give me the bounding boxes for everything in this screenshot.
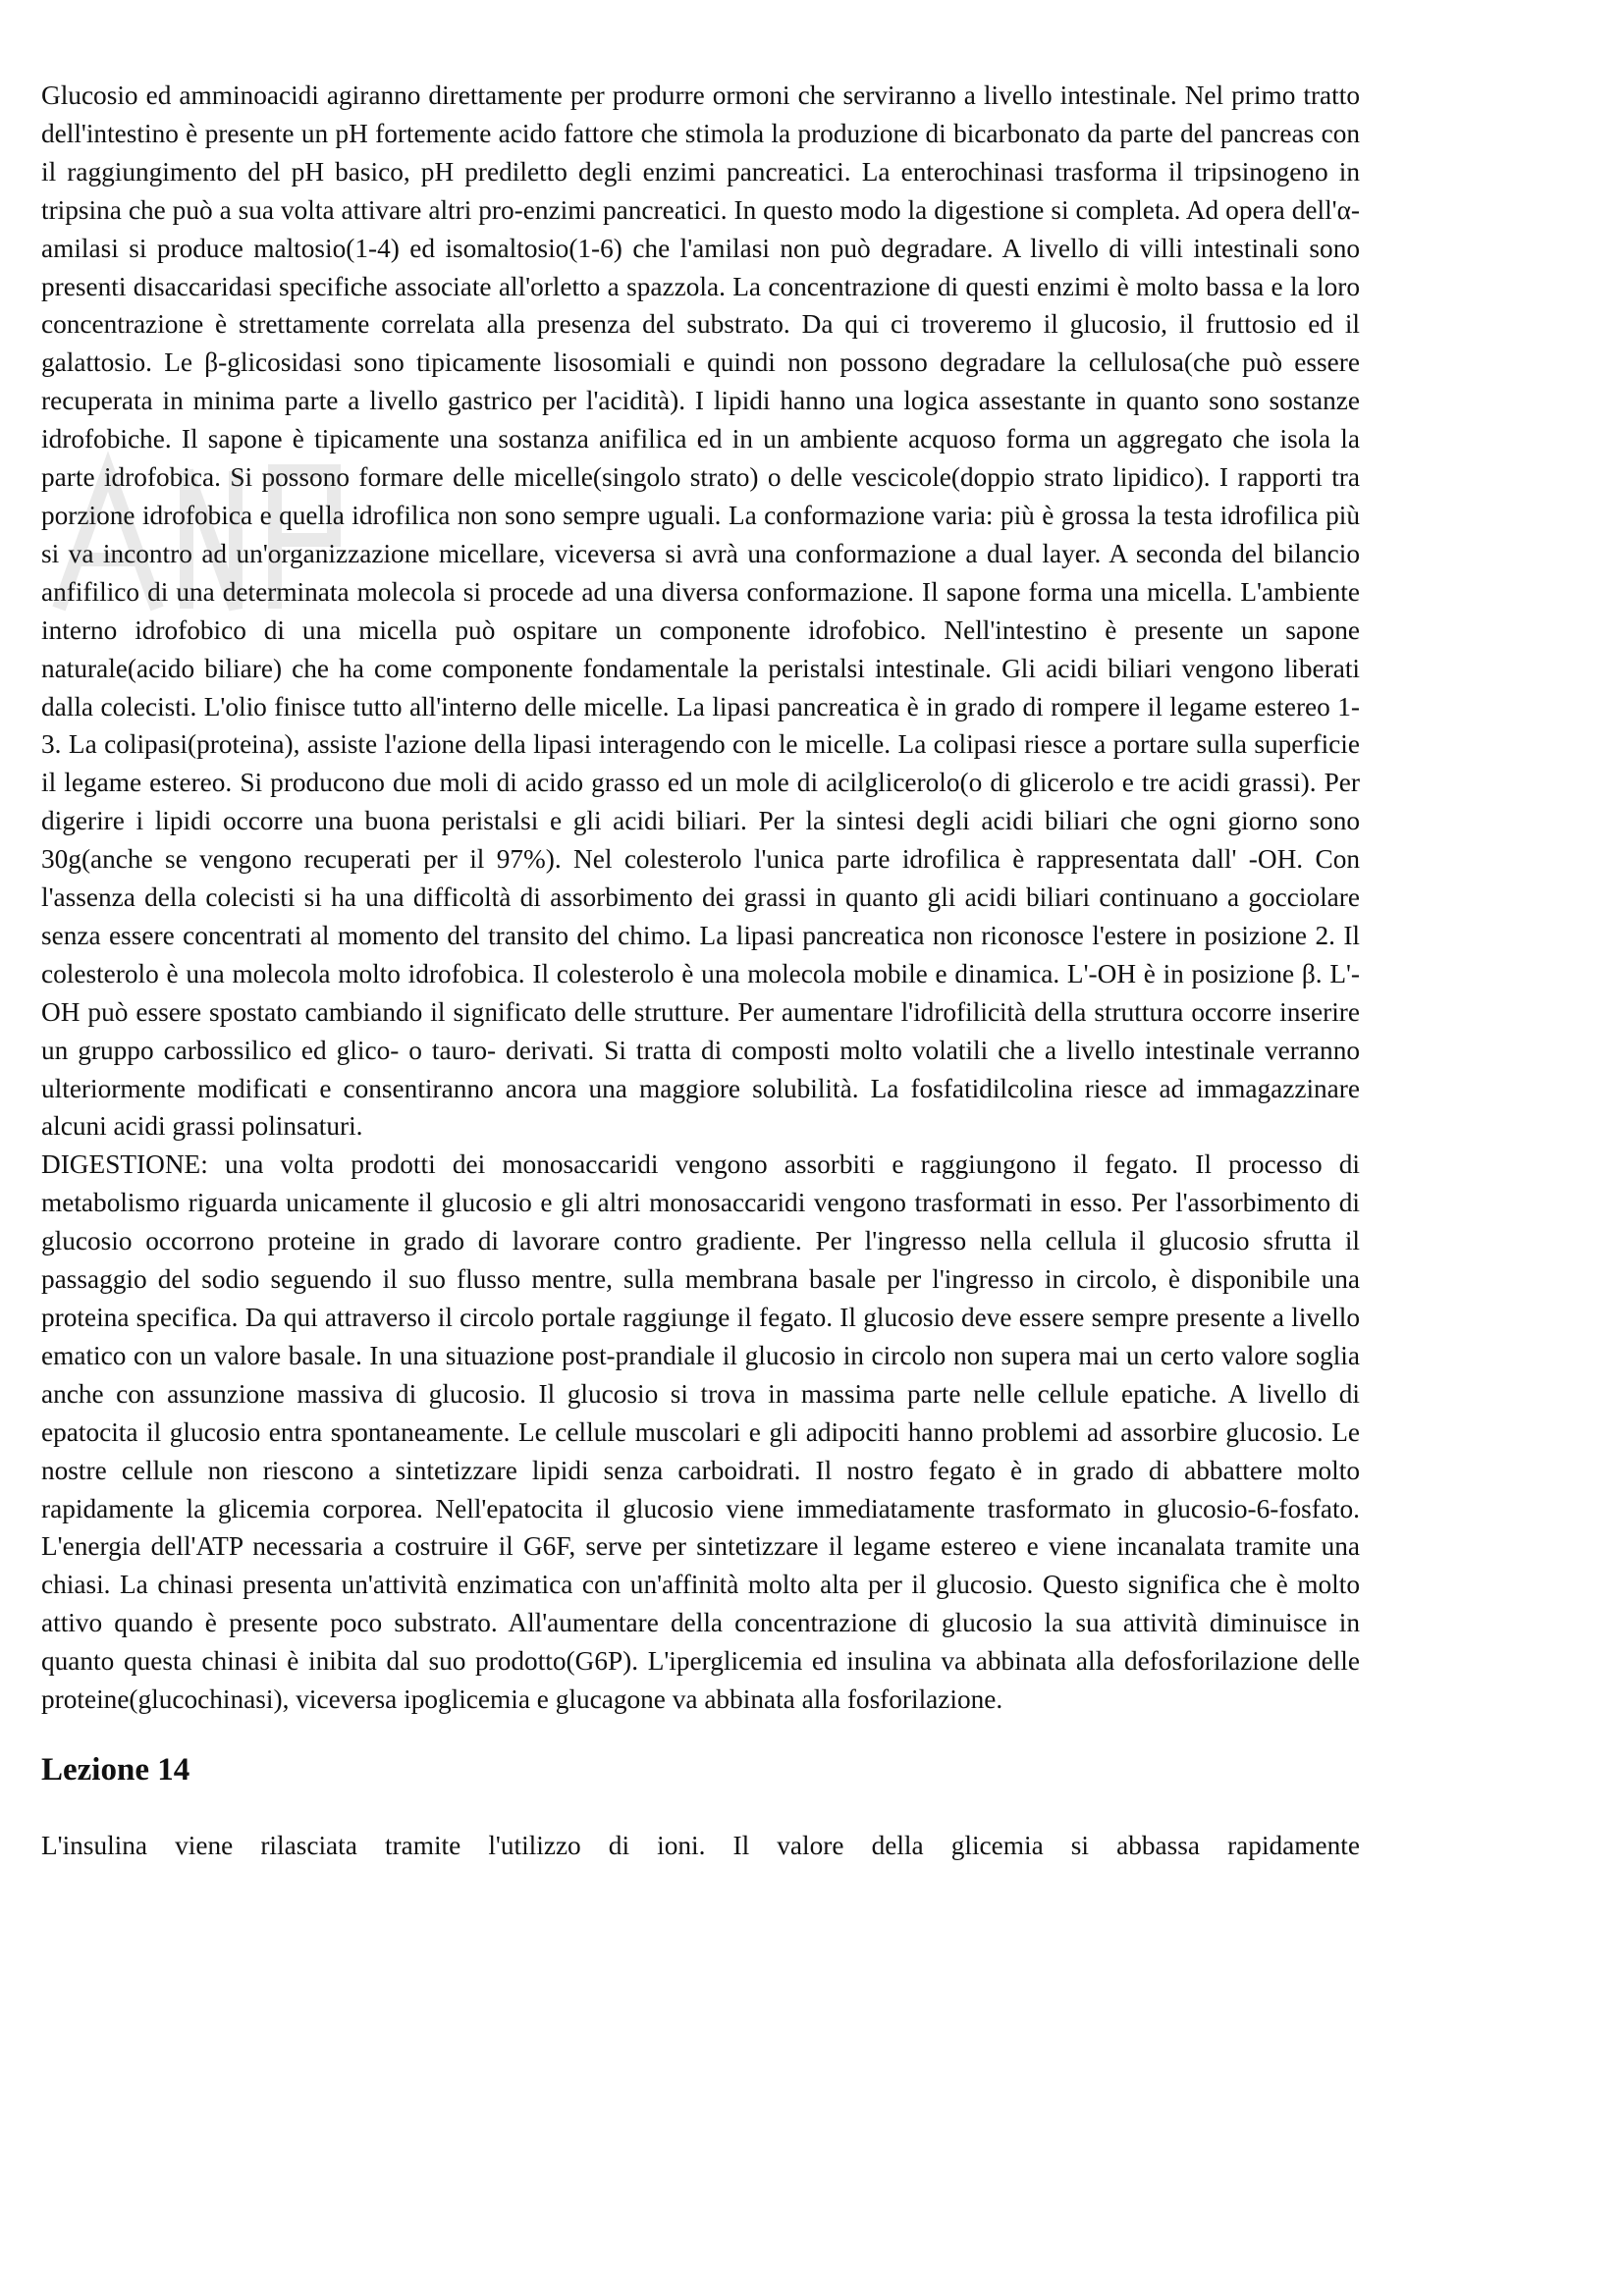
- document-page: [41, 77, 1360, 1865]
- paragraph-insulina: L'insulina viene rilasciata tramite l'utilizzo di ioni. Il valore della glicemia si abbassa rapidamente: [41, 1830, 1360, 1860]
- paragraph-digestione: DIGESTIONE: una volta prodotti dei monosaccaridi vengono assorbiti e raggiungono il fegato. Il processo di metabolismo riguarda unicamente il glucosio e gli altri monosaccaridi vengono trasformati in esso. Per l'assorbimento di glucosio occorrono proteine in grado di lavorare contro gradiente. Per l'ingresso nella cellula il glucosio sfrutta il passaggio del sodio seguendo il suo flusso mentre, sulla membrana basale per l'ingresso in circolo, è disponibile una proteina specifica. Da qui attraverso il circolo portale raggiunge il fegato. Il glucosio deve essere sempre presente a livello ematico con un valore basale. In una situazione post-prandiale il glucosio in circolo non supera mai un certo valore soglia anche con assunzione massiva di glucosio. Il glucosio si trova in massima parte nelle cellule epatiche. A livello di epatocita il glucosio entra spontaneamente. Le cellule muscolari e gli adipociti hanno problemi ad assorbire glucosio. Le nostre cellule non riescono a sintetizzare lipidi senza carboidrati. Il nostro fegato è in grado di abbattere molto rapidamente la glicemia corporea. Nell'epatocita il glucosio viene immediatamente trasformato in glucosio-6-fosfato. L'energia dell'ATP necessaria a costruire il G6F, serve per sintetizzare il legame estereo e viene incanalata tramite una chiasi. La chinasi presenta un'attività enzimatica con un'affinità molto alta per il glucosio. Questo significa che è molto attivo quando è presente poco substrato. All'aumentare della concentrazione di glucosio la sua attività diminuisce in quanto questa chinasi è inibita dal suo prodotto(G6P). L'iperglicemia ed insulina va abbinata alla defosforilazione delle proteine(glucochinasi), viceversa ipoglicemia e glucagone va abbinata alla fosforilazione.: [41, 1149, 1360, 1715]
- paragraph-digestion-lipids: Glucosio ed amminoacidi agiranno direttamente per produrre ormoni che serviranno a livello intestinale. Nel primo tratto dell'intestino è presente un pH fortemente acido fattore che stimola la produzione di bicarbonato da parte del pancreas con il raggiungimento del pH basico, pH prediletto degli enzimi pancreatici. La enterochinasi trasforma il tripsinogeno in tripsina che può a sua volta attivare altri pro-enzimi pancreatici. In questo modo la digestione si completa. Ad opera dell'α-amilasi si produce maltosio(1-4) ed isomaltosio(1-6) che l'amilasi non può degradare. A livello di villi intestinali sono presenti disaccaridasi specifiche associate all'orletto a spazzola. La concentrazione di questi enzimi è molto bassa e la loro concentrazione è strettamente correlata alla presenza del substrato. Da qui ci troveremo il glucosio, il fruttosio ed il galattosio. Le β-glicosidasi sono tipicamente lisosomiali e quindi non possono degradare la cellulosa(che può essere recuperata in minima parte a livello gastrico per l'acidità). I lipidi hanno una logica assestante in quanto sono sostanze idrofobiche. Il sapone è tipicamente una sostanza anifilica ed in un ambiente acquoso forma un aggregato che isola la parte idrofobica. Si possono formare delle micelle(singolo strato) o delle vescicole(doppio strato lipidico). I rapporti tra porzione idrofobica e quella idrofilica non sono sempre uguali. La conformazione varia: più è grossa la testa idrofilica più si va incontro ad un'organizzazione micellare, viceversa si avrà una conformazione a dual layer. A seconda del bilancio anfifilico di una determinata molecola si procede ad una diversa conformazione. Il sapone forma una micella. L'ambiente interno idrofobico di una micella può ospitare un componente idrofobico. Nell'intestino è presente un sapone naturale(acido biliare) che ha come componente fondamentale la peristalsi intestinale. Gli acidi biliari vengono liberati dalla colecisti. L'olio finisce tutto all'interno delle micelle. La lipasi pancreatica è in grado di rompere il legame estereo 1-3. La colipasi(proteina), assiste l'azione della lipasi interagendo con le micelle. La colipasi riesce a portare sulla superficie il legame estereo. Si producono due moli di acido grasso ed un mole di acilglicerolo(o di glicerolo e tre acidi grassi). Per digerire i lipidi occorre una buona peristalsi e gli acidi biliari. Per la sintesi degli acidi biliari che ogni giorno sono 30g(anche se vengono recuperati per il 97%). Nel colesterolo l'unica parte idrofilica è rappresentata dall' -OH. Con l'assenza della colecisti si ha una difficoltà di assorbimento dei grassi in quanto gli acidi biliari continuano a gocciolare senza essere concentrati al momento del transito del chimo. La lipasi pancreatica non riconosce l'estere in posizione 2. Il colesterolo è una molecola molto idrofobica. Il colesterolo è una molecola mobile e dinamica. L'-OH è in posizione β. L'-OH può essere spostato cambiando il significato delle strutture. Per aumentare l'idrofilicità della struttura occorre inserire un gruppo carbossilico ed glico- o tauro- derivati. Si tratta di composti molto volatili che a livello intestinale verranno ulteriormente modificati e consentiranno ancora una maggiore solubilità. La fosfatidilcolina riesce ad immagazzinare alcuni acidi grassi polinsaturi.: [41, 80, 1360, 1142]
- section-heading: Lezione 14: [41, 1751, 190, 1788]
